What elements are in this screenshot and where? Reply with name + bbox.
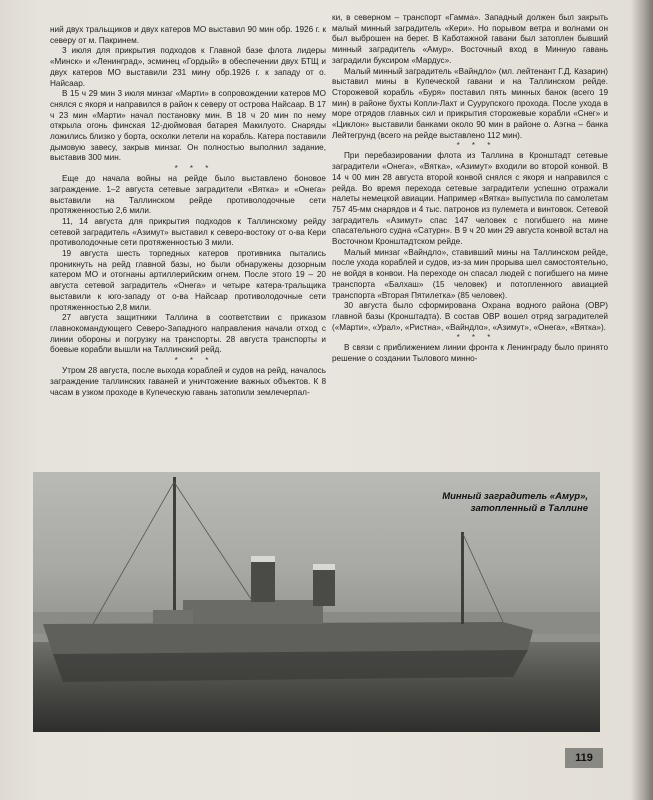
paragraph: В связи с приближением линии фронта к Ленинграду было принято решение о создании Тылового минно- xyxy=(332,343,608,364)
right-text-column xyxy=(332,13,608,365)
page-number: 119 xyxy=(565,748,603,768)
left-text-column xyxy=(50,25,326,398)
mainmast xyxy=(461,532,464,624)
photo-caption xyxy=(442,491,588,515)
foremast xyxy=(173,477,176,624)
paragraph: 27 августа защитники Таллина в соответствии с приказом главнокомандующего Северо-Западного направления начали отход с линии обороны и погрузку на транспорты. 28 августа транспорты и боевые корабли вышли на Таллинский рейд. xyxy=(50,313,326,355)
paragraph: ний двух тральщиков и двух катеров МО выставил 90 мин обр. 1926 г. к северу от м. Пакринем. xyxy=(50,25,326,45)
book-spine-shadow xyxy=(631,0,653,800)
funnel-aft xyxy=(313,566,335,606)
hull xyxy=(43,622,533,654)
caption-line: Минный заградитель «Амур», xyxy=(442,491,588,502)
section-separator: * * * xyxy=(174,356,214,366)
paragraph: В 15 ч 29 мин 3 июля минзаг «Марти» в сопровождении катеров МО снялся с якоря и направился в район к северу от острова Найсаар. В 17 ч 23 мин «Марти» начал постановку мин. В 18 ч 20 мин по нему открыла огонь финская 12-дюймовая батарея Макилуото. Снаряды ложились близко у борта, осколки летели на корабль. Катера поставили дымовую завесу, закрыв минзаг. Он полностью выполнил задание, выставив 300 мин. xyxy=(50,89,326,163)
paragraph: Утром 28 августа, после выхода кораблей и судов на рейд, началось заграждение таллинских гаваней и уничтожение важных объектов. К 8 часам в узком проходе в Купеческую гавань затопили землечерпал- xyxy=(50,366,326,397)
paragraph: Малый минный заградитель «Вайндло» (мл. лейтенант Г.Д. Казарин) выставил мины в Купеческой гавани и на Таллинском рейде. Сторожевой корабль «Буря» поставил пять минных банок (всего 19 мин) в районе бухты Копли-Лахт и Суурупского прохода. После ухода в море отрядов главных сил и прикрытия сторожевые корабли «Снег» и «Циклон» выставили банками около 90 мин в районе о. Аэгна – банка Лейтегрунд (всего на рейде выставлено 112 мин). xyxy=(332,66,608,140)
paragraph: 19 августа шесть торпедных катеров противника пытались проникнуть на рейд главной базы, но были обнаружены дозорным катером МО и отогнаны артиллерийским огнем. После этого 19 – 20 августа сетевой заградитель «Онега» и четыре катера-тральщика выставили к юго-западу от о-ва Найсаар противолодочные сети протяженностью 2,8 мили. xyxy=(50,249,326,312)
ship-photograph xyxy=(33,472,600,732)
paragraph: 30 августа было сформирована Охрана водного района (ОВР) главной базы (Кронштадта). В состав ОВР вошел отряд заградителей («Марти», «Урал», «Ристна», «Вайндло», «Азимут», «Онега», «Вятка»). xyxy=(332,301,608,332)
deckhouse xyxy=(183,600,323,624)
paragraph: При перебазировании флота из Таллина в Кронштадт сетевые заградители «Онега», «Вятка», «Азимут» входили во второй конвой. В 14 ч 00 мин 28 августа второй конвой снялся с якоря и направился с рейда. Во время перехода сетевые заградители успешно отражали налеты немецкой авиации. Например «Вятка» выпустила по самолетам 757 45-мм снарядов и 4 тыс. патронов из пулемета и винтовок. Сетевой заградитель «Азимут» спас 147 человек с погибшего на мине спасательного судна «Сатурн». В 9 ч 20 мин 29 августа конвой встал на Восточном Кронштадтском рейде. xyxy=(332,151,608,247)
paragraph: 3 июля для прикрытия подходов к Главной базе флота лидеры «Минск» и «Ленинград», эсминец «Гордый» в обеспечении двух БТЩ и двух катеров МО выставили 231 мину обр.1926 г. к западу от о. Найсаар. xyxy=(50,46,326,88)
section-separator: * * * xyxy=(174,164,214,174)
caption-line: затопленный в Таллине xyxy=(470,503,588,514)
hull-reflection xyxy=(53,650,528,682)
paragraph: 11, 14 августа для прикрытия подходов к Таллинскому рейду сетевой заградитель «Азимут» выставил к северо-востоку от о-ва Кери противолодочные сети протяженностью 3 мили. xyxy=(50,216,326,248)
section-separator: * * * xyxy=(456,141,496,151)
funnel-aft-band xyxy=(313,564,335,570)
paragraph: Еще до начала войны на рейде было выставлено боновое заграждение. 1–2 августа сетевые заградители «Вятка» и «Онега» выставили на Таллинском рейде противолодочные сети протяженностью 2,6 мили. xyxy=(50,174,326,216)
paragraph: Малый минзаг «Вайндло», ставивший мины на Таллинском рейде, после ухода кораблей и судов, из-за мин прорыва шел самостоятельно, не войдя в конвои. На переходе он спасал людей с погибшего на мине транспорта «Балхаш» (15 человек) и потопленного авиацией транспорта «Вторая Пятилетка» (85 человек). xyxy=(332,247,608,300)
paragraph: ки, в северном – транспорт «Гамма». Западный должен был закрыть малый минный заградитель «Кери». Но порывом ветра и волнами он был выброшен на берег. В Каботажной гавани был затоплен бывший минный заградитель «Амур». Восточный вход в Минную гавань заградили буксиром «Мардус». xyxy=(332,13,608,65)
funnel-fore-band xyxy=(251,556,275,562)
bridge xyxy=(153,610,193,624)
funnel-fore xyxy=(251,558,275,602)
section-separator: * * * xyxy=(456,333,496,343)
